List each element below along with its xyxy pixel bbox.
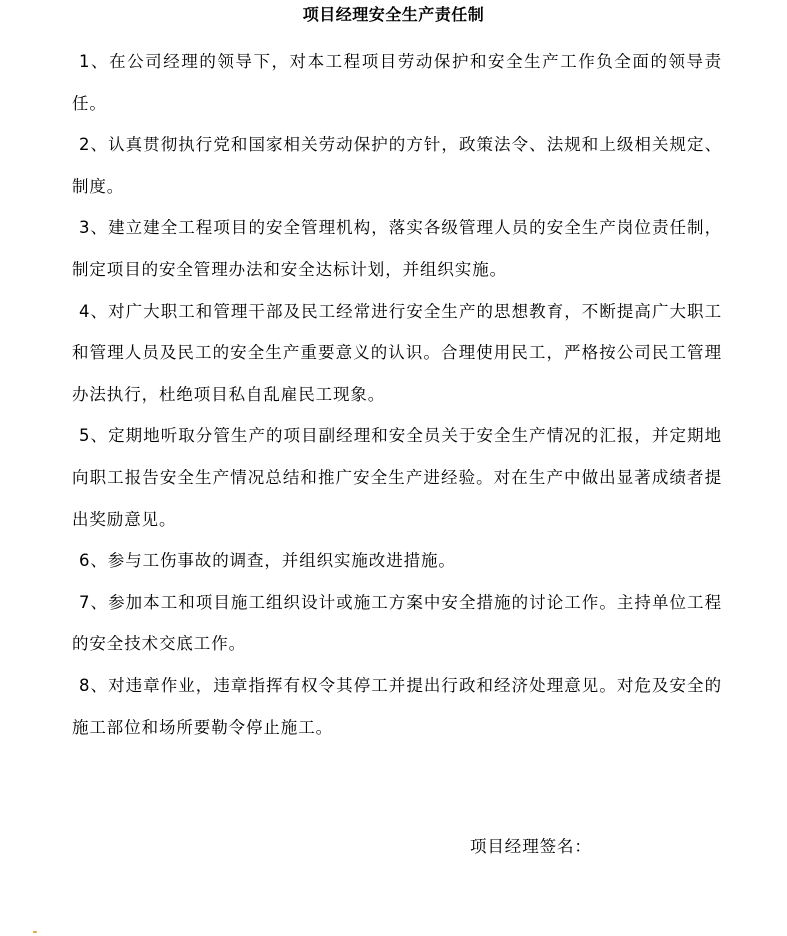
clause-2: 2、认真贯彻执行党和国家相关劳动保护的方针，政策法令、法规和上级相关规定、制度。: [72, 135, 722, 196]
clause-8: 8、对违章作业，违章指挥有权令其停工并提出行政和经济处理意见。对危及安全的施工部位和场所要勒令停止施工。: [72, 675, 722, 737]
corner-mark: [33, 931, 37, 933]
clause-5: 5、定期地听取分管生产的项目副经理和安全员关于安全生产情况的汇报，并定期地向职工报告安全生产情况总结和推广安全生产进经验。对在生产中做出显著成绩者提出奖励意见。: [72, 426, 722, 529]
signature-label: 项目经理签名：: [470, 837, 592, 856]
clause-7: 7、参加本工和项目施工组织设计或施工方案中安全措施的讨论工作。主持单位工程的安全技术交底工作。: [72, 592, 722, 654]
clause-1: 1、在公司经理的领导下，对本工程项目劳动保护和安全生产工作负全面的领导责任。: [72, 52, 722, 113]
clause-4: 4、对广大职工和管理干部及民工经常进行安全生产的思想教育，不断提高广大职工和管理人员及民工的安全生产重要意义的认识。合理使用民工，严格按公司民工管理办法执行，杜绝项目私自乱雇民工现象。: [72, 301, 722, 404]
clause-list: [72, 41, 722, 748]
clause-3: 3、建立建全工程项目的安全管理机构，落实各级管理人员的安全生产岗位责任制，制定项目的安全管理办法和安全达标计划，并组织实施。: [72, 218, 722, 279]
document-title: 项目经理安全生产责任制: [302, 5, 485, 24]
clause-6: 6、参与工伤事故的调查，并组织实施改进措施。: [79, 551, 456, 571]
